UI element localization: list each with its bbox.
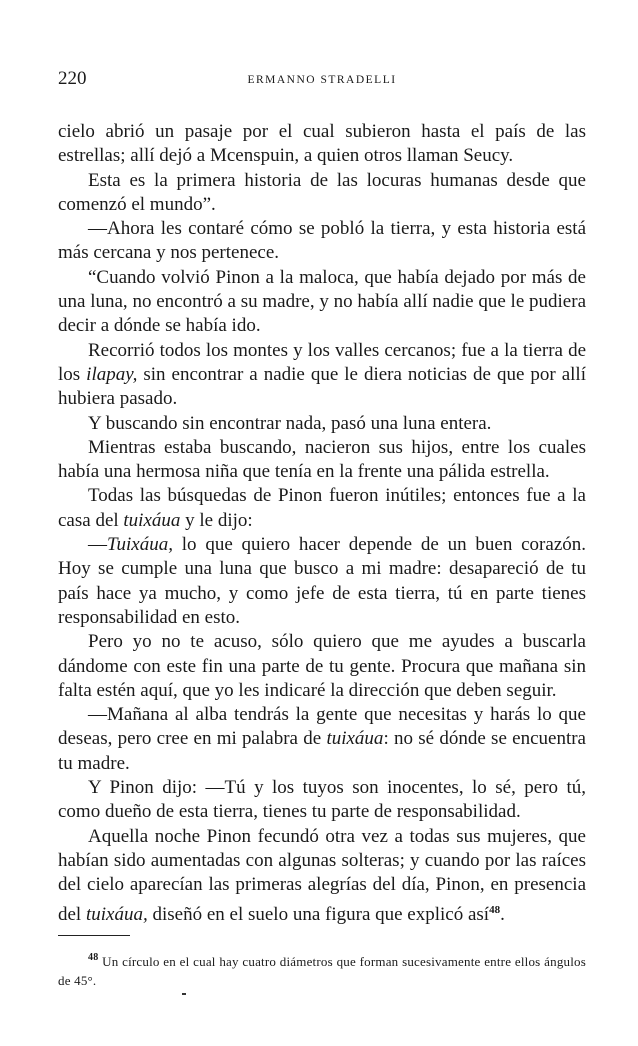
italic-term: tuixáua bbox=[123, 509, 181, 531]
paragraph-text: lo que quiero hacer depende de un buen corazón. Hoy se cumple una luna que busco a mi madre: desapareció de tu país hace ya mucho, y como jefe de esta tierra, tú en parte tienes responsabilidad en esto. bbox=[58, 534, 586, 628]
paragraph bbox=[58, 266, 586, 339]
paragraph-text: — bbox=[88, 534, 107, 556]
paragraph bbox=[58, 776, 586, 825]
paragraph bbox=[58, 339, 586, 412]
footnote-rule bbox=[58, 935, 130, 936]
paragraph-text: . bbox=[500, 903, 505, 925]
book-page bbox=[58, 68, 586, 1003]
footnote-reference[interactable]: 48 bbox=[489, 903, 501, 916]
paragraph bbox=[58, 703, 586, 776]
paragraph-text: Todas las búsquedas de Pinon fueron inútiles; entonces fue a la casa del bbox=[58, 485, 586, 531]
paragraph bbox=[58, 630, 586, 703]
body-text bbox=[58, 120, 586, 927]
paragraph-text: y le dijo: bbox=[180, 509, 253, 531]
paragraph-text: —Ahora les contaré cómo se pobló la tierra, y esta historia está más cercana y nos pertenece. bbox=[58, 218, 586, 264]
paragraph-text: Esta es la primera historia de las locuras humanas desde que comenzó el mundo”. bbox=[58, 169, 586, 215]
paragraph bbox=[58, 533, 586, 630]
paragraph-text: : no sé dónde se encuentra tu madre. bbox=[58, 728, 586, 774]
paragraph bbox=[58, 825, 586, 927]
italic-term: ilapay, bbox=[86, 363, 138, 385]
paragraph-text: Aquella noche Pinon fecundó otra vez a todas sus mujeres, que habían sido aumentadas con algunas solteras; y cuando por las raíces del cielo aparecían las primeras alegrías del día, Pinon, en presencia del bbox=[58, 825, 586, 925]
running-head: ERMANNO STRADELLI bbox=[247, 74, 397, 86]
italic-term: tuixáua bbox=[326, 728, 384, 750]
paragraph bbox=[58, 217, 586, 266]
paragraph-text: “Cuando volvió Pinon a la maloca, que había dejado por más de una luna, no encontró a su madre, y no había allí nadie que le pudiera decir a dónde se había ido. bbox=[58, 266, 586, 337]
paragraph-text: Y buscando sin encontrar nada, pasó una luna entera. bbox=[88, 412, 492, 434]
footnote-text: Un círculo en el cual hay cuatro diámetros que forman sucesivamente entre ellos ángulos de 45°. bbox=[58, 953, 586, 988]
page-header bbox=[58, 68, 586, 94]
page-number: 220 bbox=[58, 68, 87, 89]
paragraph-text: cielo abrió un pasaje por el cual subieron hasta el país de las estrellas; allí dejó a Mcenspuin, a quien otros llaman Seucy. bbox=[58, 121, 586, 167]
footnote bbox=[58, 948, 586, 990]
italic-term: Tuixáua, bbox=[107, 534, 173, 556]
paragraph-text: sin encontrar a nadie que le diera noticias de que por allí hubiera pasado. bbox=[58, 363, 586, 410]
paragraph-text: Mientras estaba buscando, nacieron sus hijos, entre los cuales había una hermosa niña que tenía en la frente una pálida estrella. bbox=[58, 436, 586, 483]
paragraph-text: Pero yo no te acuso, sólo quiero que me ayudes a buscarla dándome con este fin una parte de tu gente. Procura que mañana sin falta estén aquí, que yo les indicaré la dirección que deben seguir. bbox=[58, 631, 586, 701]
paragraph-text: Y Pinon dijo: —Tú y los tuyos son inocentes, lo sé, pero tú, como dueño de esta tierra, tienes tu parte de responsabilidad. bbox=[58, 777, 586, 823]
paragraph bbox=[58, 412, 586, 436]
paragraph-text: diseñó en el suelo una figura que explicó así bbox=[147, 903, 490, 925]
paragraph-text: —Mañana al alba tendrás la gente que necesitas y harás lo que deseas, pero cree en mi palabra de bbox=[58, 704, 586, 750]
paragraph bbox=[58, 120, 586, 169]
paragraph bbox=[58, 436, 586, 485]
italic-term: tuixáua, bbox=[85, 903, 148, 925]
paragraph bbox=[58, 169, 586, 218]
paragraph-text: Recorrió todos los montes y los valles cercanos; fue a la tierra de los bbox=[58, 339, 586, 385]
page-mark bbox=[182, 993, 186, 995]
footnote-mark: 48 bbox=[88, 951, 99, 963]
paragraph bbox=[58, 484, 586, 533]
